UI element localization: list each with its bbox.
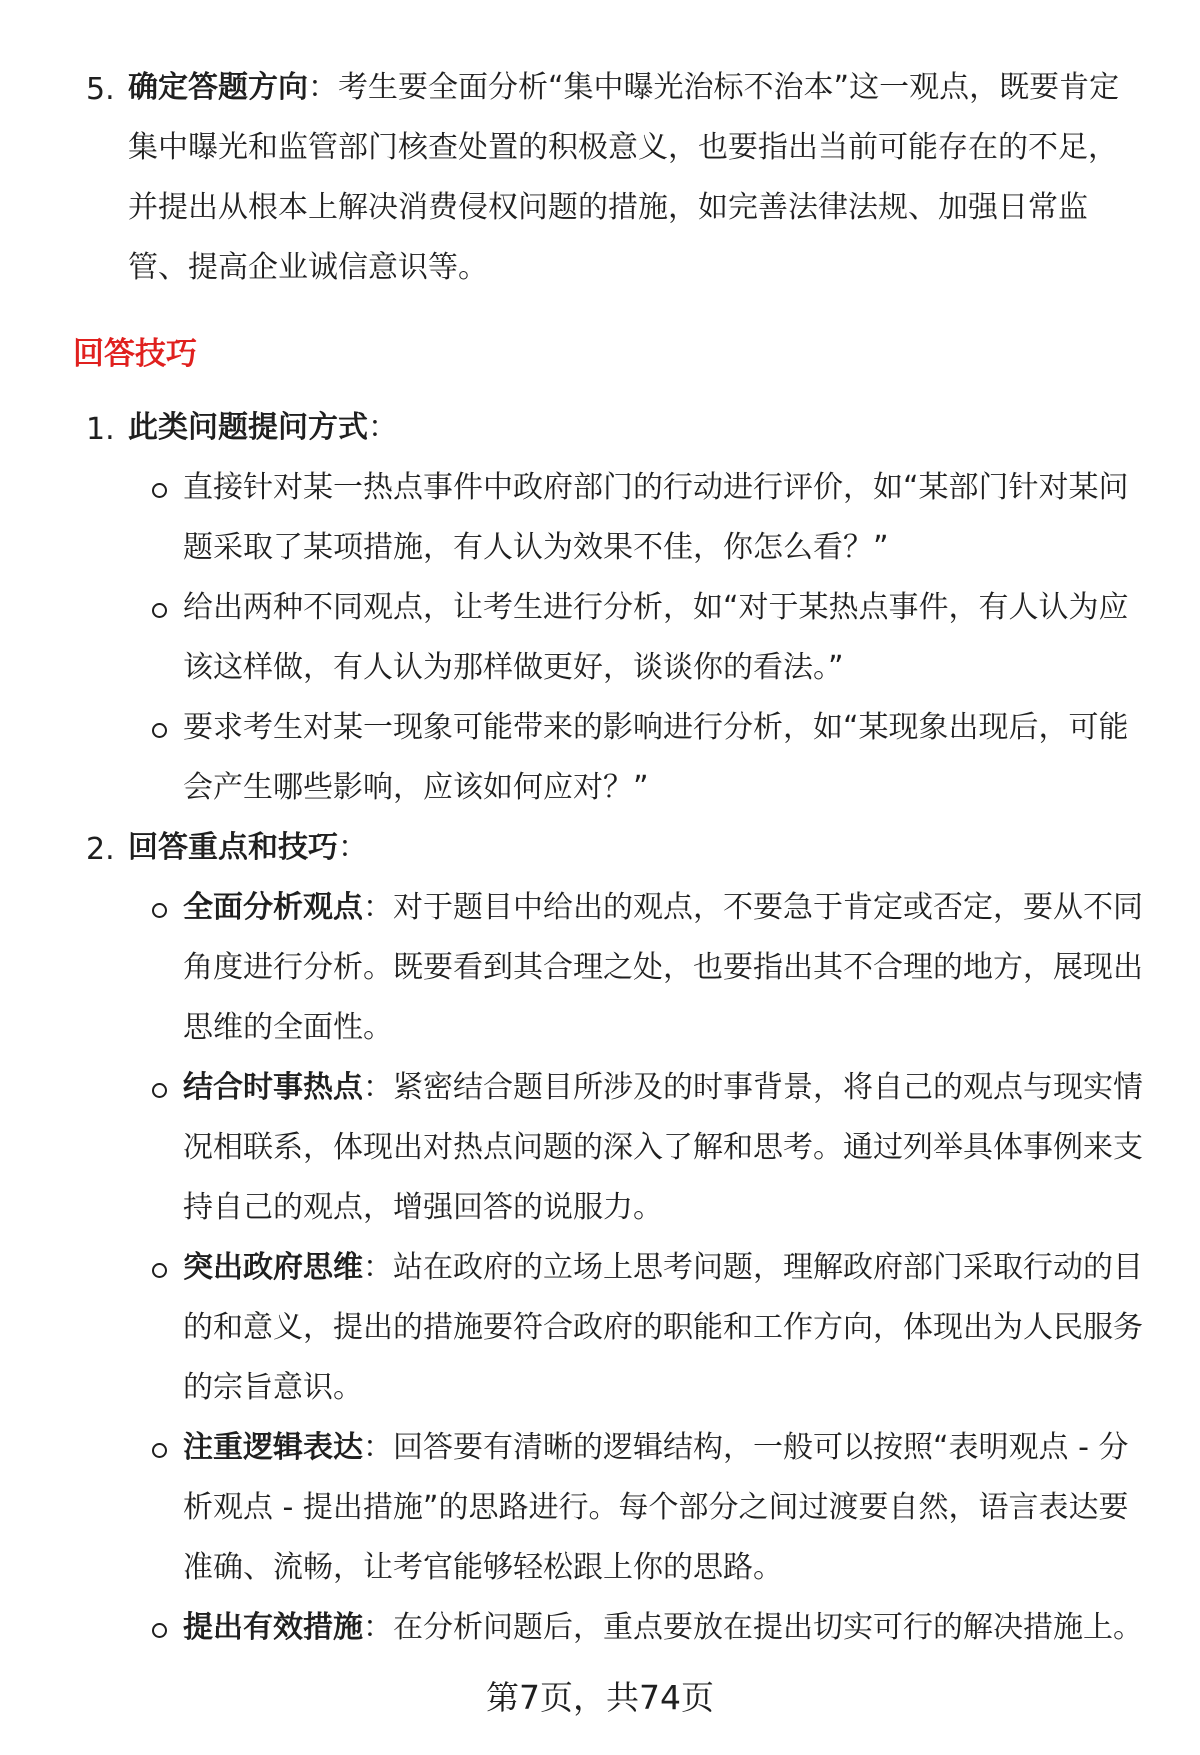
circle-bullet-icon — [152, 603, 167, 618]
circle-bullet-icon — [152, 1263, 167, 1278]
circle-bullet-icon — [152, 903, 167, 918]
page-footer: 第7页，共74页 — [486, 1678, 714, 1717]
item-body: ：考生要全面分析“集中曝光治标不治本”这一观点，既要肯定集中曝光和监管部门核查处置的积极意义，也要指出当前可能存在的不足，并提出从根本上解决消费侵权问题的措施，如完善法律法规、加强日常监管、提高企业诚信意识等。 — [128, 70, 1120, 285]
item-title: 此类问题提问方式 — [128, 410, 368, 445]
sub-item-text: 突出政府思维：站在政府的立场上思考问题，理解政府部门采取行动的目的和意义，提出的措施要符合政府的职能和工作方向，体现出为人民服务的宗旨意识。 — [183, 1250, 1143, 1405]
sub-item-text: 直接针对某一热点事件中政府部门的行动进行评价，如“某部门针对某问题采取了某项措施，有人认为效果不佳，你怎么看？” — [183, 470, 1129, 565]
sub-item-text: 提出有效措施：在分析问题后，重点要放在提出切实可行的解决措施上。 — [183, 1610, 1143, 1645]
circle-bullet-icon — [152, 483, 167, 498]
sub-item-text: 全面分析观点：对于题目中给出的观点，不要急于肯定或否定，要从不同角度进行分析。既要看到其合理之处，也要指出其不合理的地方，展现出思维的全面性。 — [183, 890, 1143, 1045]
item-title: 回答重点和技巧 — [128, 830, 338, 865]
list-item-text — [128, 58, 1140, 298]
sub-item-text: 要求考生对某一现象可能带来的影响进行分析，如“某现象出现后，可能会产生哪些影响，应该如何应对？” — [183, 710, 1129, 805]
circle-bullet-icon — [152, 723, 167, 738]
sub-item-text: 注重逻辑表达：回答要有清晰的逻辑结构，一般可以按照“表明观点 - 分析观点 - 提出措施”的思路进行。每个部分之间过渡要自然，语言表达要准确、流畅，让考官能够轻松跟上你的思路。 — [183, 1430, 1129, 1585]
circle-bullet-icon — [152, 1083, 167, 1098]
list-number: 5. — [86, 72, 115, 107]
sub-item-text: 给出两种不同观点，让考生进行分析，如“对于某热点事件，有人认为应该这样做，有人认为那样做更好，谈谈你的看法。” — [183, 590, 1129, 685]
list-item-text: 此类问题提问方式： — [128, 410, 398, 445]
section-heading: 回答技巧 — [73, 336, 197, 372]
list-item-text: 回答重点和技巧： — [128, 830, 368, 865]
circle-bullet-icon — [152, 1623, 167, 1638]
sub-item-text: 结合时事热点：紧密结合题目所涉及的时事背景，将自己的观点与现实情况相联系，体现出对热点问题的深入了解和思考。通过列举具体事例来支持自己的观点，增强回答的说服力。 — [183, 1070, 1143, 1225]
item-title: 确定答题方向 — [128, 70, 308, 105]
list-number: 1. — [86, 412, 115, 447]
circle-bullet-icon — [152, 1443, 167, 1458]
list-number: 2. — [86, 832, 115, 867]
